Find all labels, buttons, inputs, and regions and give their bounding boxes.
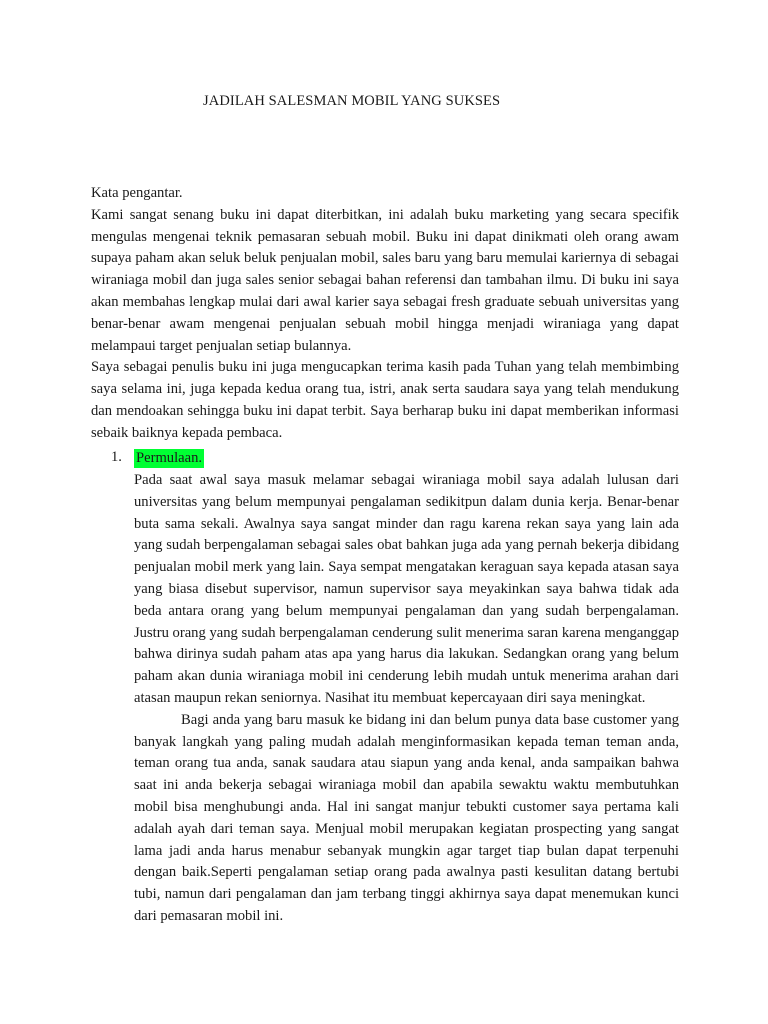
document-title: JADILAH SALESMAN MOBIL YANG SUKSES (203, 93, 501, 109)
section-number: 1. (111, 449, 122, 466)
preface-paragraph-1: Kami sangat senang buku ini dapat diterbitkan, ini adalah buku marketing yang secara specifik mengulas mengenai teknik pemasaran sebuah mobil. Buku ini dapat dinikmati oleh orang awam supaya paham akan seluk beluk penjualan mobil, sales baru yang baru memulai kariernya di sebagai wiraniaga mobil dan juga sales senior sebagai bahan referensi dan tambahan ilmu. Di buku ini saya akan membahas lengkap mulai dari awal karier saya sebagai fresh graduate sebuah universitas yang benar-benar awam mengenai penjualan sebuah mobil hingga menjadi wiraniaga yang dapat melampaui target penjualan setiap bulannya. (91, 206, 679, 354)
section-paragraph-1: Pada saat awal saya masuk melamar sebagai wiraniaga mobil saya adalah lulusan dari universitas yang belum mempunyai pengalaman sedikitpun dalam dunia kerja. Benar-benar buta sama sekali. Awalnya saya sangat minder dan ragu karena rekan saya yang lain ada yang sudah berpengalaman sebagai sales obat bahkan juga ada yang pernah bekerja dibidang penjualan mobil merk yang lain. Saya sempat mengatakan keraguan saya kepada atasan saya yang biasa disebut supervisor, namun supervisor saya meyakinkan saya bahwa tidak ada beda antara orang yang belum mempunyai pengalaman dan yang sudah berpengalaman. Justru orang yang sudah berpengalaman cenderung sulit menerima saran karena menganggap bahwa dirinya sudah paham atas apa yang harus dia lakukan. Sedangkan orang yang belum paham akan dunia wiraniaga mobil ini cenderung lebih mudah untuk menerima arahan dari atasan maupun rekan seniornya. Nasihat itu membuat kepercayaan diri saya meningkat. (134, 472, 679, 706)
section-permulaan (91, 446, 679, 928)
section-paragraph-2: Bagi anda yang baru masuk ke bidang ini dan belum punya data base customer yang banyak langkah yang paling mudah adalah menginformasikan kepada teman teman anda, teman orang tua anda, sanak saudara atau siapun yang anda kenal, anda sampaikan bahwa saat ini anda bekerja sebagai wiraniaga mobil dan apabila sewaktu waktu membutuhkan mobil bisa menghubungi anda. Hal ini sangat manjur tebukti customer saya pertama kali adalah ayah dari teman saya. Menjual mobil merupakan kegiatan prospecting yang sangat lama jadi anda harus menabur sebanyak mungkin agar target tiap bulan dapat terpenuhi dengan baik.Seperti pengalaman setiap orang pada awalnya pasti kesulitan datang bertubi tubi, namun dari pengalaman dan jam terbang tinggi akhirnya saya dapat menemukan kunci dari pemasaran mobil ini. (134, 711, 679, 924)
section-body (134, 470, 679, 928)
preface-paragraph-2: Saya sebagai penulis buku ini juga mengucapkan terima kasih pada Tuhan yang telah membimbing saya selama ini, juga kepada kedua orang tua, istri, anak serta saudara saya yang telah mendukung dan mendoakan sehingga buku ini dapat terbit. Saya berharap buku ini dapat memberikan informasi sebaik baiknya kepada pembaca. (91, 359, 679, 441)
section-heading (91, 446, 679, 470)
preface-heading: Kata pengantar. (91, 185, 183, 201)
section-title-highlighted: Permulaan. (136, 449, 203, 466)
preface-section (91, 183, 679, 445)
